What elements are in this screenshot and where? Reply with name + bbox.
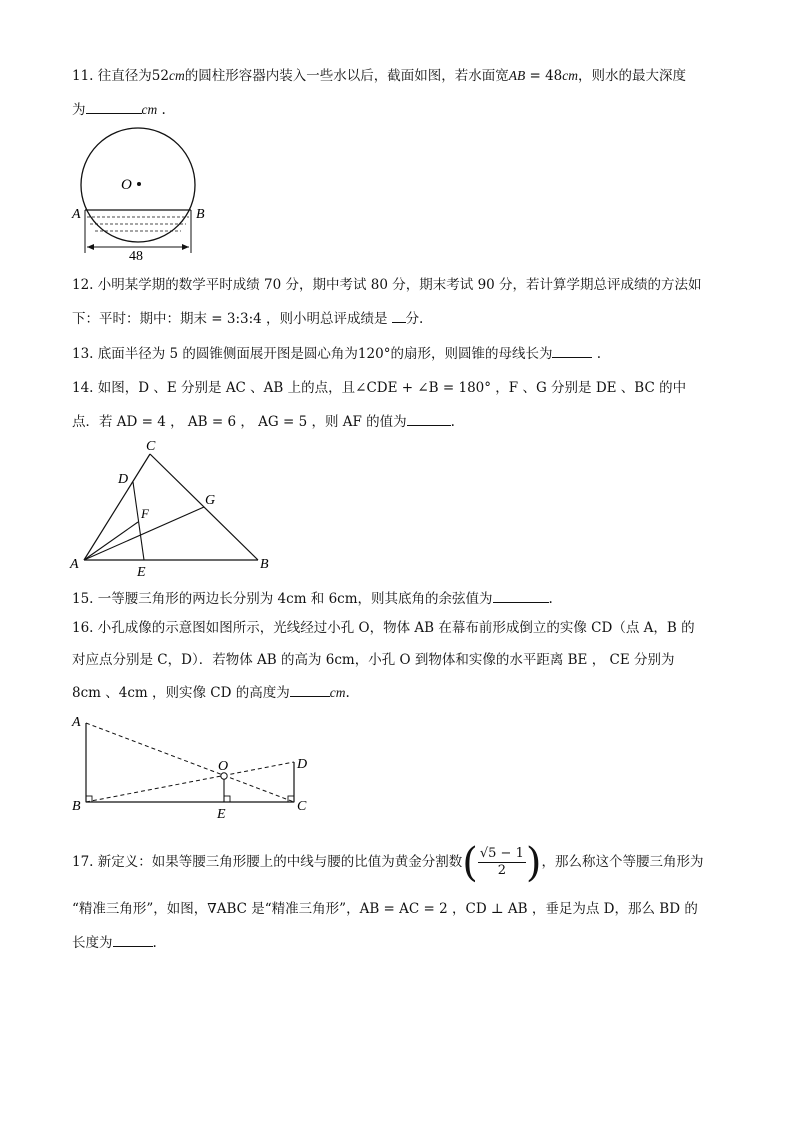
label-a: A xyxy=(72,207,81,222)
label-g: G xyxy=(205,493,216,508)
figure-circle-water xyxy=(68,125,218,265)
unit-cm: cm xyxy=(168,68,185,83)
q12-line1: 12. 小明某学期的数学平时成绩 70 分，期中考试 80 分，期末考试 90 分，若计算学期总评成绩的方法如 xyxy=(72,277,702,293)
q11-line1: 11. 往直径为52cm的圆柱形容器内装入一些水以后，截面如图，若水面宽AB = 48cm，则水的最大深度 xyxy=(72,68,687,84)
num-52: 52 xyxy=(151,68,169,84)
label-b: B xyxy=(72,799,81,814)
q16-line3: 8cm 、4cm ，则实像 CD 的高度为 cm. xyxy=(72,682,350,702)
label-c: C xyxy=(297,799,307,814)
label-a: A xyxy=(72,715,81,730)
q16-line1: 16. 小孔成像的示意图如图所示，光线经过小孔 O，物体 AB 在幕布前形成倒立的实像 CD（点 A，B 的 xyxy=(72,620,695,636)
answer-blank[interactable] xyxy=(86,99,142,114)
label-b: B xyxy=(260,557,269,572)
q15-line: 15. 一等腰三角形的两边长分别为 4cm 和 6cm，则其底角的余弦值为 . xyxy=(72,588,553,608)
label-48: 48 xyxy=(129,249,143,264)
q17-line3: 长度为 . xyxy=(72,932,157,952)
label-o: O xyxy=(218,759,229,774)
label-c: C xyxy=(146,439,156,454)
answer-blank[interactable] xyxy=(552,343,592,358)
q14-line2: 点．若 AD = 4 ， AB = 6 ， AG = 5 ，则 AF 的值为 . xyxy=(72,411,455,431)
q12-line2: 下：平时：期中：期末 = 3:3:4 ，则小明总评成绩是 分. xyxy=(72,308,423,328)
golden-ratio-fraction: $\frac{√5 - 1}{2}$ xyxy=(479,846,524,878)
figure-pinhole xyxy=(66,710,326,830)
q17-line2: “精准三角形”，如图，∇ABC 是“精准三角形”，AB = AC = 2 ，CD ⊥ AB ，垂足为点 D，那么 BD 的 xyxy=(72,901,698,917)
label-d: D xyxy=(297,757,308,772)
answer-blank[interactable] xyxy=(113,932,153,947)
label-a: A xyxy=(70,557,79,572)
label-d: D xyxy=(118,472,129,487)
q14-line1: 14. 如图，D 、E 分别是 AC 、AB 上的点，且∠CDE + ∠B = 180° ，F 、G 分别是 DE 、BC 的中 xyxy=(72,380,687,396)
answer-blank[interactable] xyxy=(290,682,330,697)
q11-line2: 为 cm . xyxy=(72,99,166,119)
answer-blank[interactable] xyxy=(392,308,406,323)
label-b: B xyxy=(196,207,205,222)
expr-ab: AB xyxy=(508,68,526,83)
q17-line1: 17. 新定义：如果等腰三角形腰上的中线与腰的比值为黄金分割数( $\frac{√5 - 1}{2}$ )，那么称这个等腰三角形为 xyxy=(72,839,704,886)
label-e: E xyxy=(137,565,146,580)
label-e: E xyxy=(217,807,226,822)
figure-triangle-abc xyxy=(66,436,286,582)
unit-cm: cm xyxy=(562,68,579,83)
answer-blank[interactable] xyxy=(407,411,451,426)
q16-line2: 对应点分别是 C，D）．若物体 AB 的高为 6cm，小孔 O 到物体和实像的水平距离 BE ， CE 分别为 xyxy=(72,652,675,668)
q13-line: 13. 底面半径为 5 的圆锥侧面展开图是圆心角为120°的扇形，则圆锥的母线长为 . xyxy=(72,343,601,363)
answer-blank[interactable] xyxy=(493,588,549,603)
label-f: F xyxy=(141,506,149,521)
label-o: O xyxy=(121,177,132,193)
